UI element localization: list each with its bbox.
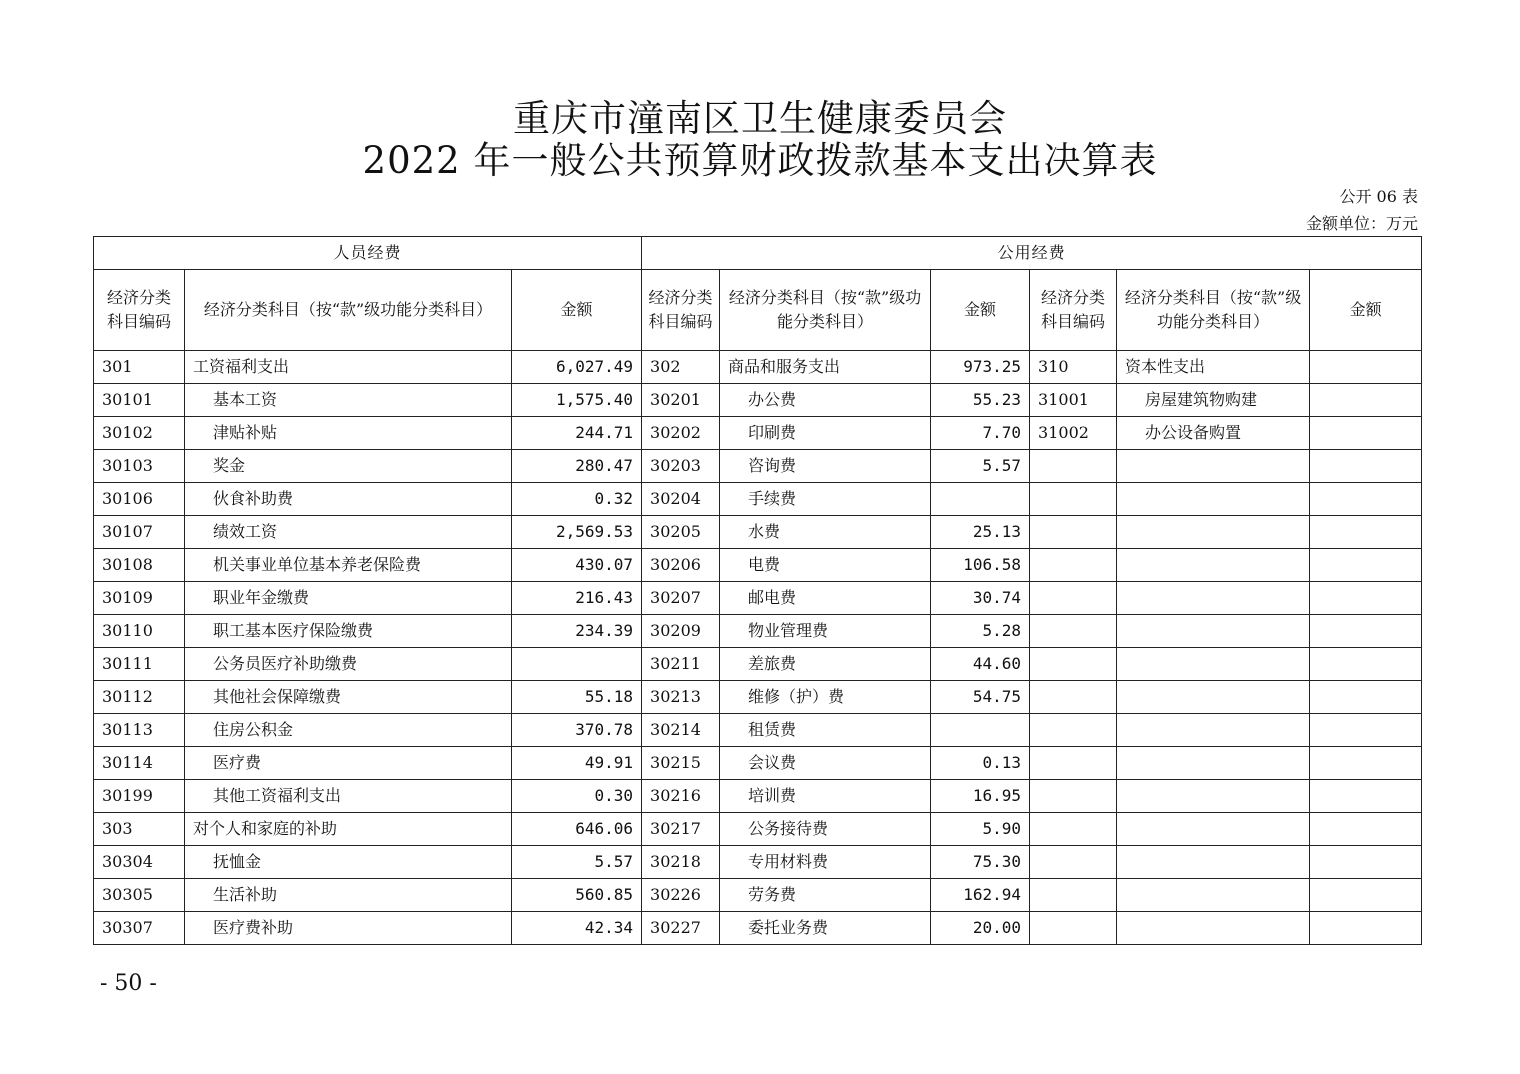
- cell-amount-b: 5.28: [931, 615, 1030, 648]
- cell-name-a: 医疗费: [185, 747, 512, 780]
- cell-code-c: [1030, 549, 1117, 582]
- cell-amount-b: 7.70: [931, 417, 1030, 450]
- cell-name-a: 生活补助: [185, 879, 512, 912]
- header-code-b: 经济分类科目编码: [642, 270, 720, 351]
- cell-amount-b: 16.95: [931, 780, 1030, 813]
- cell-code-b: 30204: [642, 483, 720, 516]
- cell-code-a: 30110: [94, 615, 185, 648]
- cell-amount-b: 30.74: [931, 582, 1030, 615]
- cell-name-b: 会议费: [720, 747, 931, 780]
- cell-name-a: 津贴补贴: [185, 417, 512, 450]
- cell-amount-c: [1310, 879, 1422, 912]
- cell-code-b: 30226: [642, 879, 720, 912]
- cell-code-b: 30214: [642, 714, 720, 747]
- table-row: [94, 450, 1422, 483]
- cell-amount-a: 244.71: [512, 417, 642, 450]
- cell-name-c: [1117, 912, 1310, 945]
- cell-code-c: [1030, 912, 1117, 945]
- cell-amount-c: [1310, 681, 1422, 714]
- cell-code-a: 30107: [94, 516, 185, 549]
- cell-code-c: 31002: [1030, 417, 1117, 450]
- cell-code-a: 30305: [94, 879, 185, 912]
- cell-code-a: 30101: [94, 384, 185, 417]
- cell-code-b: 30217: [642, 813, 720, 846]
- cell-code-b: 30202: [642, 417, 720, 450]
- table-row: [94, 714, 1422, 747]
- cell-amount-a: [512, 648, 642, 681]
- cell-amount-c: [1310, 417, 1422, 450]
- cell-code-b: 30218: [642, 846, 720, 879]
- cell-name-a: 伙食补助费: [185, 483, 512, 516]
- cell-name-a: 医疗费补助: [185, 912, 512, 945]
- cell-name-c: [1117, 813, 1310, 846]
- cell-amount-a: 370.78: [512, 714, 642, 747]
- table-row: [94, 681, 1422, 714]
- cell-name-a: 公务员医疗补助缴费: [185, 648, 512, 681]
- cell-code-a: 30113: [94, 714, 185, 747]
- cell-code-c: [1030, 648, 1117, 681]
- cell-name-a: 住房公积金: [185, 714, 512, 747]
- cell-code-a: 30111: [94, 648, 185, 681]
- cell-name-a: 工资福利支出: [185, 351, 512, 384]
- cell-code-a: 30304: [94, 846, 185, 879]
- table-row: [94, 615, 1422, 648]
- cell-code-a: 30108: [94, 549, 185, 582]
- cell-amount-b: 0.13: [931, 747, 1030, 780]
- cell-name-a: 机关事业单位基本养老保险费: [185, 549, 512, 582]
- cell-name-c: [1117, 483, 1310, 516]
- cell-name-a: 对个人和家庭的补助: [185, 813, 512, 846]
- cell-amount-a: 6,027.49: [512, 351, 642, 384]
- cell-name-b: 公务接待费: [720, 813, 931, 846]
- cell-amount-c: [1310, 450, 1422, 483]
- cell-amount-a: 430.07: [512, 549, 642, 582]
- table-row: [94, 747, 1422, 780]
- cell-code-b: 30211: [642, 648, 720, 681]
- cell-amount-a: 55.18: [512, 681, 642, 714]
- cell-amount-c: [1310, 846, 1422, 879]
- table-row: [94, 912, 1422, 945]
- header-amount-b: 金额: [931, 270, 1030, 351]
- cell-amount-b: 5.57: [931, 450, 1030, 483]
- cell-name-b: 差旅费: [720, 648, 931, 681]
- cell-name-a: 职业年金缴费: [185, 582, 512, 615]
- cell-name-c: 房屋建筑物购建: [1117, 384, 1310, 417]
- cell-name-c: [1117, 549, 1310, 582]
- cell-name-c: [1117, 681, 1310, 714]
- cell-code-a: 30307: [94, 912, 185, 945]
- cell-amount-c: [1310, 384, 1422, 417]
- table-row: [94, 351, 1422, 384]
- table-code: 公开 06 表: [1339, 187, 1418, 206]
- cell-name-a: 其他社会保障缴费: [185, 681, 512, 714]
- cell-name-c: [1117, 879, 1310, 912]
- cell-code-c: [1030, 483, 1117, 516]
- table-row: [94, 516, 1422, 549]
- cell-name-a: 其他工资福利支出: [185, 780, 512, 813]
- section-public: 公用经费: [642, 237, 1422, 270]
- cell-amount-c: [1310, 747, 1422, 780]
- cell-name-c: [1117, 615, 1310, 648]
- table-row: [94, 384, 1422, 417]
- cell-name-c: [1117, 780, 1310, 813]
- cell-name-a: 职工基本医疗保险缴费: [185, 615, 512, 648]
- header-code-a: 经济分类科目编码: [94, 270, 185, 351]
- table-row: [94, 813, 1422, 846]
- cell-name-c: [1117, 747, 1310, 780]
- cell-name-c: 资本性支出: [1117, 351, 1310, 384]
- page-number: - 50 -: [100, 971, 157, 996]
- cell-name-c: [1117, 450, 1310, 483]
- cell-name-b: 印刷费: [720, 417, 931, 450]
- amount-unit: 金额单位：万元: [1305, 214, 1418, 233]
- cell-name-a: 基本工资: [185, 384, 512, 417]
- cell-amount-a: 0.32: [512, 483, 642, 516]
- cell-name-c: 办公设备购置: [1117, 417, 1310, 450]
- cell-name-b: 电费: [720, 549, 931, 582]
- cell-name-b: 水费: [720, 516, 931, 549]
- cell-amount-b: 106.58: [931, 549, 1030, 582]
- cell-amount-a: 216.43: [512, 582, 642, 615]
- table-row: [94, 549, 1422, 582]
- cell-code-b: 30201: [642, 384, 720, 417]
- table-row: [94, 879, 1422, 912]
- table-row: [94, 648, 1422, 681]
- cell-name-b: 委托业务费: [720, 912, 931, 945]
- table-row: [94, 483, 1422, 516]
- cell-name-b: 商品和服务支出: [720, 351, 931, 384]
- cell-name-c: [1117, 846, 1310, 879]
- header-name-a: 经济分类科目（按“款”级功能分类科目）: [185, 270, 512, 351]
- cell-code-c: 310: [1030, 351, 1117, 384]
- cell-amount-c: [1310, 648, 1422, 681]
- cell-amount-b: 55.23: [931, 384, 1030, 417]
- cell-amount-b: [931, 714, 1030, 747]
- cell-name-c: [1117, 582, 1310, 615]
- cell-amount-c: [1310, 714, 1422, 747]
- cell-code-c: [1030, 516, 1117, 549]
- header-amount-a: 金额: [512, 270, 642, 351]
- cell-amount-b: [931, 483, 1030, 516]
- cell-amount-c: [1310, 351, 1422, 384]
- cell-amount-a: 2,569.53: [512, 516, 642, 549]
- cell-code-c: [1030, 714, 1117, 747]
- header-code-c: 经济分类科目编码: [1030, 270, 1117, 351]
- cell-name-b: 培训费: [720, 780, 931, 813]
- cell-code-a: 30103: [94, 450, 185, 483]
- cell-code-c: [1030, 813, 1117, 846]
- cell-amount-b: 162.94: [931, 879, 1030, 912]
- cell-amount-a: 234.39: [512, 615, 642, 648]
- cell-code-b: 30205: [642, 516, 720, 549]
- cell-code-a: 30112: [94, 681, 185, 714]
- table-row: [94, 582, 1422, 615]
- table-row: [94, 780, 1422, 813]
- cell-code-a: 30102: [94, 417, 185, 450]
- cell-amount-b: 20.00: [931, 912, 1030, 945]
- header-amount-c: 金额: [1310, 270, 1422, 351]
- document-title: 重庆市潼南区卫生健康委员会: [513, 97, 1007, 140]
- cell-amount-c: [1310, 615, 1422, 648]
- cell-code-b: 30209: [642, 615, 720, 648]
- cell-code-c: 31001: [1030, 384, 1117, 417]
- cell-amount-b: 5.90: [931, 813, 1030, 846]
- cell-code-b: 30207: [642, 582, 720, 615]
- cell-name-a: 抚恤金: [185, 846, 512, 879]
- cell-amount-a: 5.57: [512, 846, 642, 879]
- header-name-b: 经济分类科目（按“款”级功能分类科目）: [720, 270, 931, 351]
- cell-amount-b: 44.60: [931, 648, 1030, 681]
- cell-amount-a: 560.85: [512, 879, 642, 912]
- cell-code-a: 30109: [94, 582, 185, 615]
- column-header-row: [94, 270, 1422, 351]
- cell-amount-a: 280.47: [512, 450, 642, 483]
- cell-code-b: 30216: [642, 780, 720, 813]
- cell-amount-c: [1310, 813, 1422, 846]
- cell-name-b: 劳务费: [720, 879, 931, 912]
- cell-name-b: 维修（护）费: [720, 681, 931, 714]
- header-name-c: 经济分类科目（按“款”级功能分类科目）: [1117, 270, 1310, 351]
- cell-code-a: 301: [94, 351, 185, 384]
- cell-amount-c: [1310, 516, 1422, 549]
- cell-amount-b: 75.30: [931, 846, 1030, 879]
- section-personnel: 人员经费: [94, 237, 642, 270]
- cell-code-a: 30114: [94, 747, 185, 780]
- cell-amount-a: 42.34: [512, 912, 642, 945]
- cell-code-a: 303: [94, 813, 185, 846]
- cell-code-c: [1030, 780, 1117, 813]
- cell-code-b: 30213: [642, 681, 720, 714]
- cell-name-b: 物业管理费: [720, 615, 931, 648]
- cell-amount-b: 54.75: [931, 681, 1030, 714]
- cell-code-b: 30215: [642, 747, 720, 780]
- expenditure-table: [93, 236, 1422, 945]
- cell-code-a: 30199: [94, 780, 185, 813]
- cell-name-a: 奖金: [185, 450, 512, 483]
- cell-name-b: 办公费: [720, 384, 931, 417]
- cell-code-c: [1030, 846, 1117, 879]
- cell-amount-a: 49.91: [512, 747, 642, 780]
- cell-amount-c: [1310, 780, 1422, 813]
- cell-code-b: 30206: [642, 549, 720, 582]
- cell-name-c: [1117, 648, 1310, 681]
- cell-name-b: 手续费: [720, 483, 931, 516]
- cell-code-a: 30106: [94, 483, 185, 516]
- cell-code-b: 302: [642, 351, 720, 384]
- cell-name-b: 邮电费: [720, 582, 931, 615]
- cell-amount-a: 0.30: [512, 780, 642, 813]
- cell-code-c: [1030, 615, 1117, 648]
- table-row: [94, 846, 1422, 879]
- cell-amount-a: 1,575.40: [512, 384, 642, 417]
- cell-name-c: [1117, 714, 1310, 747]
- cell-name-b: 租赁费: [720, 714, 931, 747]
- cell-name-b: 专用材料费: [720, 846, 931, 879]
- cell-amount-c: [1310, 582, 1422, 615]
- cell-code-c: [1030, 450, 1117, 483]
- cell-amount-c: [1310, 912, 1422, 945]
- section-header-row: [94, 237, 1422, 270]
- cell-code-b: 30203: [642, 450, 720, 483]
- cell-name-b: 咨询费: [720, 450, 931, 483]
- document-subtitle: 2022 年一般公共预算财政拨款基本支出决算表: [362, 139, 1158, 182]
- cell-code-c: [1030, 747, 1117, 780]
- table-row: [94, 417, 1422, 450]
- cell-code-b: 30227: [642, 912, 720, 945]
- cell-code-c: [1030, 681, 1117, 714]
- cell-amount-b: 25.13: [931, 516, 1030, 549]
- cell-amount-c: [1310, 483, 1422, 516]
- cell-amount-c: [1310, 549, 1422, 582]
- cell-name-c: [1117, 516, 1310, 549]
- cell-code-c: [1030, 582, 1117, 615]
- cell-name-a: 绩效工资: [185, 516, 512, 549]
- cell-code-c: [1030, 879, 1117, 912]
- cell-amount-a: 646.06: [512, 813, 642, 846]
- cell-amount-b: 973.25: [931, 351, 1030, 384]
